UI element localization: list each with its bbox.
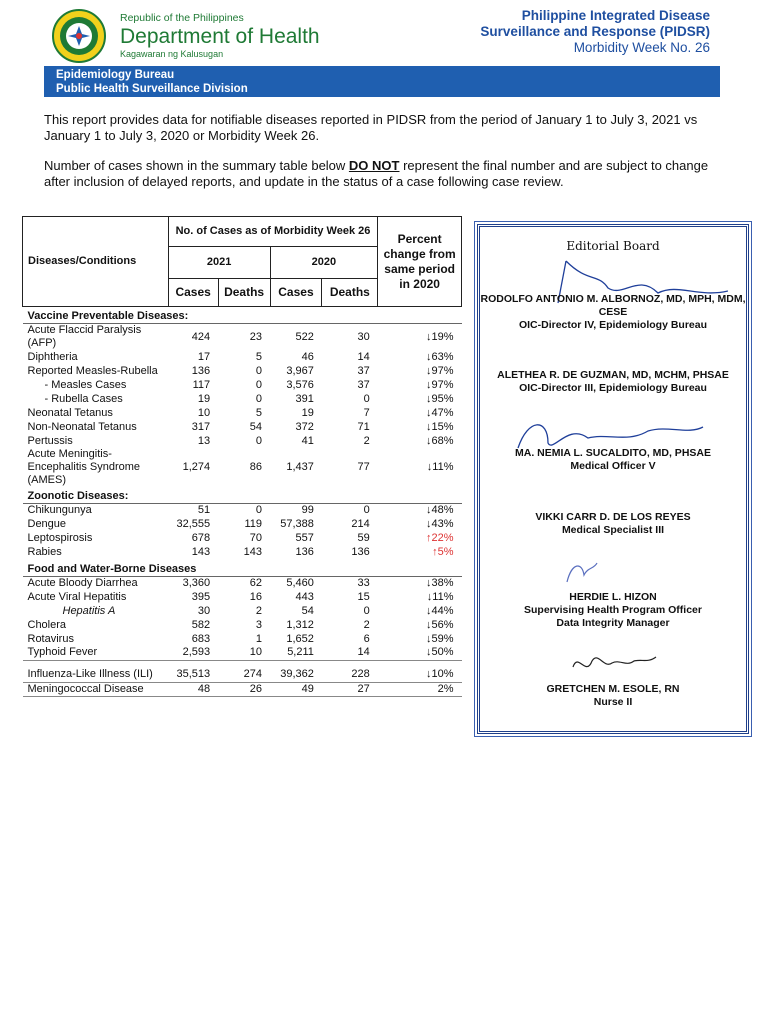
table-row	[23, 532, 462, 546]
cases-2020: 372	[295, 420, 314, 433]
cases-2020-header: Cases	[270, 279, 322, 307]
disease-name: Pertussis	[27, 434, 73, 447]
signature-esole	[568, 647, 658, 683]
doh-seal-icon	[46, 8, 112, 64]
disease-name: Dengue	[27, 518, 67, 530]
republic-label: Republic of the Philippines	[120, 12, 244, 24]
cases-2021: 51	[197, 504, 211, 517]
cases-2020: 1,652	[286, 632, 314, 645]
case-count-group-header: No. of Cases as of Morbidity Week 26	[168, 217, 378, 247]
deaths-2020: 37	[357, 378, 370, 391]
member-role-2: Data Integrity Manager	[556, 617, 670, 629]
deaths-2021-header: Deaths	[218, 279, 270, 307]
table-row	[23, 406, 462, 420]
morbidity-week-label: Morbidity Week No. 26	[573, 40, 710, 55]
deaths-2021: 1	[255, 632, 263, 645]
percent-change: ↓11%	[426, 461, 454, 473]
table-row	[23, 434, 462, 448]
section-title: Zoonotic Diseases:	[23, 487, 462, 504]
deaths-2021: 62	[249, 576, 263, 589]
cases-2021: 395	[191, 590, 211, 603]
cases-2020: 1,437	[286, 461, 314, 473]
member-role: OIC-Director IV, Epidemiology Bureau	[518, 319, 708, 331]
percent-change: ↓50%	[378, 646, 462, 660]
intro-p2-end: represent the final number and are subject to change after inclusion of delayed reports, and update in the status of a case following case review.	[44, 158, 709, 189]
member-name: ALETHEA R. DE GUZMAN, MD, MCHM, PHSAE	[497, 369, 729, 381]
deaths-2021: 3	[255, 618, 263, 631]
deaths-2020: 136	[351, 546, 370, 558]
cases-2021: 19	[197, 392, 211, 405]
program-title-line1: Philippine Integrated Disease	[521, 8, 710, 23]
disease-name: Reported Measles-Rubella	[27, 364, 158, 377]
cases-2021: 424	[191, 330, 211, 343]
disease-name: - Rubella Cases	[44, 392, 123, 405]
cases-2021: 2,593	[168, 646, 218, 660]
member-name: GRETCHEN M. ESOLE, RN	[546, 683, 680, 695]
deaths-2020: 228	[322, 668, 378, 682]
table-row	[23, 378, 462, 392]
deaths-2020: 59	[357, 532, 370, 544]
deaths-2020: 33	[357, 576, 370, 589]
table-row	[23, 576, 462, 590]
table-row	[23, 590, 462, 604]
cases-2021: 678	[191, 532, 211, 544]
cases-2021: 13	[197, 434, 211, 447]
cases-2020: 3,967	[286, 364, 314, 377]
table-row	[23, 668, 462, 682]
cases-2021: 35,513	[168, 668, 218, 682]
do-not-emphasis: DO NOT	[348, 158, 400, 173]
deaths-2021: 0	[255, 364, 263, 377]
cases-2020: 57,388	[280, 518, 314, 530]
cases-2020: 41	[301, 434, 314, 447]
cases-2020: 443	[295, 590, 314, 603]
summary-table-body	[23, 307, 462, 697]
bureau-banner	[44, 66, 720, 97]
deaths-2020: 0	[363, 604, 370, 617]
board-member-2	[480, 369, 746, 395]
deaths-2020: 77	[357, 461, 370, 473]
department-title: Department of Health	[120, 25, 320, 48]
disease-name: Cholera	[27, 618, 67, 631]
disease-name: Rotavirus	[27, 632, 74, 645]
board-member-1	[480, 293, 746, 332]
summary-table	[22, 216, 462, 697]
disease-name: Diphtheria	[27, 350, 78, 363]
disease-name: Chikungunya	[27, 504, 92, 517]
spacer-row	[23, 660, 462, 668]
disease-name: Acute Bloody Diarrhea	[27, 576, 138, 589]
percent-change: ↑5%	[432, 546, 454, 558]
table-row	[23, 632, 462, 646]
cases-2020: 54	[301, 604, 314, 617]
deaths-2021: 0	[255, 378, 263, 391]
deaths-2021: 143	[243, 546, 263, 558]
deaths-2020: 14	[322, 646, 378, 660]
percent-change: ↓11%	[426, 590, 454, 603]
cases-2021-header: Cases	[168, 279, 218, 307]
editorial-board-panel	[477, 224, 749, 734]
table-row	[23, 518, 462, 532]
deaths-2021: 0	[255, 434, 263, 447]
cases-2020: 46	[301, 350, 314, 363]
cases-2020: 1,312	[286, 618, 314, 631]
deaths-2021: 2	[255, 604, 263, 617]
department-name-block	[120, 12, 320, 60]
cases-2020: 522	[295, 330, 314, 343]
deaths-2020: 2	[363, 618, 370, 631]
program-title-block	[480, 8, 710, 56]
percent-change: ↓97%	[425, 364, 454, 377]
deaths-2021: 119	[244, 518, 263, 530]
bureau-name: Epidemiology Bureau	[56, 69, 175, 81]
table-row	[23, 646, 462, 660]
disease-name: Leptospirosis	[27, 532, 93, 544]
deaths-2021: 16	[249, 590, 263, 603]
cases-2020: 99	[301, 504, 314, 517]
deaths-2020: 37	[357, 364, 370, 377]
section-title: Food and Water-Borne Diseases	[23, 560, 462, 577]
program-title-line2: Surveillance and Response (PIDSR)	[480, 24, 710, 39]
cases-2021: 143	[191, 546, 211, 558]
deaths-2020: 30	[357, 330, 370, 343]
percent-change: ↓59%	[425, 632, 454, 645]
deaths-2020: 14	[357, 350, 370, 363]
year-2020-header: 2020	[270, 247, 378, 279]
board-member-4	[480, 511, 746, 537]
percent-change: ↓19%	[425, 330, 454, 343]
cases-2020: 136	[295, 546, 314, 558]
table-row	[23, 546, 462, 560]
deaths-2020: 7	[363, 406, 370, 419]
percent-change: ↓44%	[425, 604, 454, 617]
table-row	[23, 364, 462, 378]
deaths-2020: 0	[363, 504, 370, 517]
percent-change: 2%	[378, 682, 462, 696]
percent-change: ↓15%	[425, 420, 454, 433]
cases-2021: 582	[191, 618, 211, 631]
intro-p2-start: Number of cases shown in the summary table below	[44, 158, 349, 173]
deaths-2020: 2	[363, 434, 370, 447]
disease-name: Neonatal Tetanus	[27, 406, 113, 419]
table-row	[23, 350, 462, 364]
percent-change: ↓68%	[425, 434, 454, 447]
intro-paragraph-1: This report provides data for notifiable diseases reported in PIDSR from the period of January 1 to July 3, 2021 vs January 1 to July 3, 2020 or Morbidity Week 26.	[44, 112, 698, 143]
percent-change: ↓43%	[425, 518, 454, 530]
deaths-2021: 274	[218, 668, 270, 682]
cases-2020: 5,460	[286, 576, 314, 589]
division-name: Public Health Surveillance Division	[56, 83, 248, 95]
deaths-2020: 27	[322, 682, 378, 696]
cases-2021: 683	[191, 632, 211, 645]
cases-2020: 39,362	[270, 668, 322, 682]
section-header-row	[23, 307, 462, 324]
cases-2021: 10	[197, 406, 211, 419]
cases-2020: 3,576	[286, 378, 314, 391]
disease-name: Influenza-Like Illness (ILI)	[23, 668, 169, 682]
cases-2021: 32,555	[176, 518, 211, 530]
deaths-2021: 26	[218, 682, 270, 696]
cases-2020: 19	[301, 406, 314, 419]
cases-2020: 49	[270, 682, 322, 696]
cases-2020: 5,211	[270, 646, 322, 660]
section-header-row	[23, 560, 462, 577]
deaths-2020: 0	[363, 392, 370, 405]
table-row	[23, 618, 462, 632]
cases-2021: 17	[197, 350, 211, 363]
section-title: Vaccine Preventable Diseases:	[23, 307, 462, 324]
deaths-2020-header: Deaths	[322, 279, 378, 307]
member-role: Supervising Health Program Officer	[524, 604, 702, 616]
percent-change: ↓56%	[425, 618, 454, 631]
intro-paragraph-2	[44, 158, 734, 190]
percent-change: ↓10%	[378, 668, 462, 682]
table-row	[23, 504, 462, 518]
editorial-board-title: Editorial Board	[566, 239, 660, 253]
deaths-2021: 0	[255, 392, 263, 405]
disease-name: Rabies	[27, 546, 62, 558]
kagawaran-label: Kagawaran ng Kalusugan	[120, 49, 224, 59]
table-row	[23, 324, 462, 351]
cases-2020: 391	[295, 392, 314, 405]
percent-change: ↓95%	[425, 392, 454, 405]
deaths-2021: 5	[255, 350, 263, 363]
spacer-cell	[23, 660, 462, 668]
member-name: RODOLFO ANTONIO M. ALBORNOZ, MD, MPH, MDM, CESE	[480, 293, 746, 318]
intro-text	[44, 112, 734, 204]
disease-name: Hepatitis A	[62, 604, 116, 617]
disease-column-header: Diseases/Conditions	[23, 217, 169, 307]
member-role: Medical Officer V	[570, 460, 656, 472]
percent-change-header: Percent change from same period in 2020	[378, 217, 462, 307]
summary-table-container	[22, 216, 462, 697]
disease-name: Meningococcal Disease	[23, 682, 169, 696]
cases-2020: 557	[295, 532, 314, 544]
disease-name: - Measles Cases	[44, 378, 127, 391]
deaths-2020: 214	[351, 518, 370, 530]
deaths-2020: 15	[357, 590, 370, 603]
deaths-2021: 54	[249, 420, 263, 433]
member-role: Medical Specialist III	[561, 524, 665, 536]
disease-name: Acute Meningitis-Encephalitis Syndrome (AMES)	[27, 448, 141, 486]
percent-change: ↓48%	[425, 504, 454, 517]
board-member-6	[480, 683, 746, 709]
table-row	[23, 682, 462, 696]
disease-name: Acute Flaccid Paralysis (AFP)	[27, 324, 142, 349]
cases-2021: 117	[192, 378, 211, 391]
cases-2021: 30	[197, 604, 211, 617]
deaths-2020: 6	[363, 632, 370, 645]
year-2021-header: 2021	[168, 247, 270, 279]
deaths-2021: 10	[218, 646, 270, 660]
board-member-3	[480, 447, 746, 473]
percent-change: ↓63%	[425, 350, 454, 363]
board-member-5	[480, 591, 746, 630]
deaths-2021: 0	[255, 504, 263, 517]
percent-change: ↓97%	[425, 378, 454, 391]
cases-2021: 317	[191, 420, 211, 433]
cases-2021: 3,360	[182, 576, 211, 589]
cases-2021: 1,274	[182, 461, 211, 473]
cases-2021: 48	[168, 682, 218, 696]
member-name: MA. NEMIA L. SUCALDITO, MD, PHSAE	[514, 447, 711, 459]
member-name: HERDIE L. HIZON	[569, 591, 657, 603]
table-row	[23, 604, 462, 618]
deaths-2021: 23	[249, 330, 263, 343]
table-row	[23, 420, 462, 434]
disease-name: Typhoid Fever	[23, 646, 169, 660]
deaths-2020: 71	[357, 420, 370, 433]
percent-change: ↓38%	[425, 576, 454, 589]
signature-hizon	[562, 557, 602, 587]
section-header-row	[23, 487, 462, 504]
percent-change: ↑22%	[425, 532, 454, 544]
percent-change: ↓47%	[425, 406, 454, 419]
disease-name: Acute Viral Hepatitis	[27, 590, 127, 603]
table-row	[23, 392, 462, 406]
table-row	[23, 448, 462, 487]
cases-2021: 136	[191, 364, 211, 377]
deaths-2021: 5	[255, 406, 263, 419]
document-header	[0, 0, 768, 66]
disease-name: Non-Neonatal Tetanus	[27, 420, 137, 433]
member-role: Nurse II	[593, 696, 633, 708]
deaths-2021: 70	[249, 532, 263, 544]
member-name: VIKKI CARR D. DE LOS REYES	[535, 511, 691, 523]
deaths-2021: 86	[249, 461, 263, 473]
member-role: OIC-Director III, Epidemiology Bureau	[519, 382, 707, 394]
